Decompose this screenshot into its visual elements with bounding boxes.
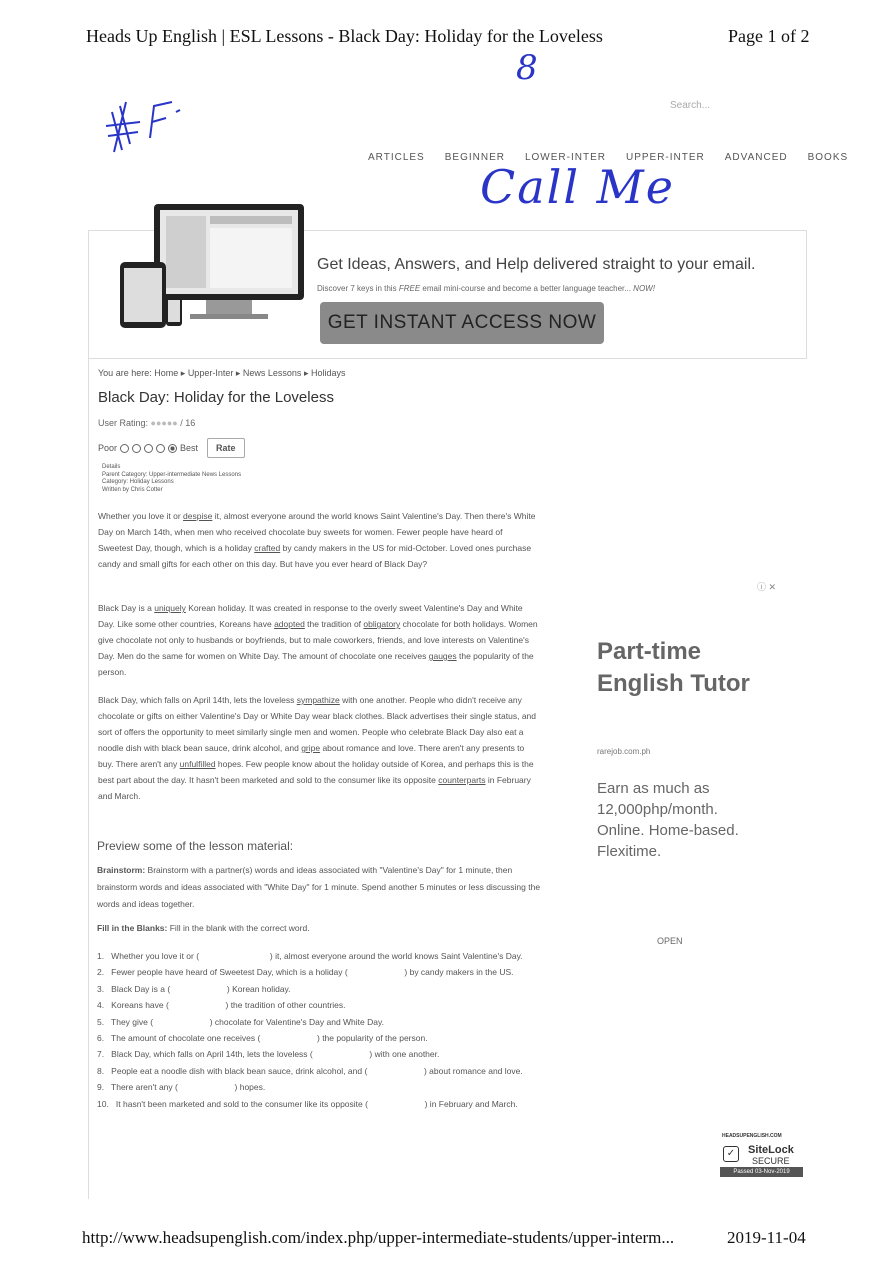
ad-domain: rarejob.com.ph: [597, 747, 651, 756]
nav-lower-inter[interactable]: LOWER-INTER: [524, 152, 606, 163]
brainstorm-text: Brainstorm with a partner(s) words and ideas associated with "Valentine's Day" for 1 minute, then brainstorm words and ideas associated with "White Day" for 1 minute. Spend another 5 minutes or less discussing the words and ideas together.: [97, 865, 541, 909]
print-footer-date: 2019-11-04: [727, 1228, 806, 1247]
ad-choices-close-icon[interactable]: ⓘ ✕: [757, 582, 777, 592]
banner-sub-free: FREE: [398, 284, 421, 293]
nav-advanced[interactable]: ADVANCED: [724, 152, 788, 163]
ad-body: Earn as much as 12,000php/month. Online. Home-based. Flexitime.: [597, 780, 739, 860]
breadcrumb-separator-icon: ▸: [235, 368, 241, 378]
blank-item: 2. Fewer people have heard of Sweetest Day, which is a holiday ( ) by candy makers in the US.: [97, 967, 514, 978]
details-author: Written by Chris Cotter: [102, 486, 163, 493]
rate-poor-label: Poor: [98, 443, 118, 453]
user-rating: [98, 418, 195, 428]
handwritten-scribble: [100, 92, 190, 162]
fill-in-blanks-instructions: [97, 923, 310, 933]
preview-heading: Preview some of the lesson material:: [97, 839, 294, 853]
vocab-counterparts[interactable]: counterparts: [438, 775, 486, 785]
article-paragraph-1: Whether you love it or despise it, almost everyone around the world knows Saint Valentine's Day. Then there's White Day on March 14th, when men who received chocolate buy sweets for women. Fewer people have heard of Sweetest Day, though, which is a holiday crafted by candy makers in the US for mid-October. Loved ones purchase candy and small gifts for each other on this day. But have you ever heard of Black Day?: [98, 511, 536, 569]
blank-item: 3. Black Day is a ( ) Korean holiday.: [97, 983, 291, 994]
rating-count: / 16: [180, 418, 196, 428]
breadcrumb-upper-inter[interactable]: Upper-Inter: [187, 368, 234, 378]
article-details: [102, 464, 241, 494]
banner-headline: Get Ideas, Answers, and Help delivered straight to your email.: [317, 256, 756, 273]
banner-sub-prefix: Discover 7 keys in this: [317, 284, 399, 293]
print-header-title: Heads Up English | ESL Lessons - Black Day: Holiday for the Loveless: [86, 26, 603, 46]
breadcrumb-news-lessons[interactable]: News Lessons: [242, 368, 302, 378]
rating-stars-icon: ●●●●●: [150, 418, 178, 428]
sitelock-brand: SiteLock: [748, 1144, 794, 1156]
blank-item: 10. It hasn't been marketed and sold to the consumer like its opposite ( ) in February and March.: [97, 1098, 518, 1109]
article-title: Black Day: Holiday for the Loveless: [98, 389, 334, 406]
handwritten-number: 8: [516, 48, 538, 88]
vocab-gripe[interactable]: gripe: [301, 743, 321, 753]
brainstorm-label: Brainstorm:: [97, 865, 146, 875]
nav-books[interactable]: BOOKS: [807, 152, 849, 163]
blank-item: 7. Black Day, which falls on April 14th, lets the loveless ( ) with one another.: [97, 1049, 440, 1060]
blank-item: 8. People eat a noodle dish with black bean sauce, drink alcohol, and ( ) about romance and love.: [97, 1065, 523, 1076]
details-category: Category: Holiday Lessons: [102, 479, 174, 485]
blank-item: 5. They give ( ) chocolate for Valentine's Day and White Day.: [97, 1016, 384, 1027]
sitelock-domain: HEADSUPENGLISH.COM: [722, 1133, 782, 1139]
search-input[interactable]: Search...: [670, 100, 711, 111]
vocab-obligatory[interactable]: obligatory: [363, 619, 401, 629]
rating-radio-5[interactable]: [168, 444, 177, 453]
nav-beginner[interactable]: BEGINNER: [444, 152, 505, 163]
devices-illustration: [110, 196, 310, 336]
sitelock-passed: Passed 03-Nov-2019: [720, 1167, 803, 1177]
rate-best-label: Best: [180, 443, 199, 453]
banner-sub-suffix: email mini-course and become a better language teacher...: [420, 284, 634, 293]
article-paragraph-2: Black Day is a uniquely Korean holiday. It was created in response to the overly sweet Valentine's Day and White Day. Like some other countries, Koreans have adopted the tradition of obligatory chocolate for both holidays. Women give chocolate not only to husbands or boyfriends, but to male coworkers, friends, and love interests on Valentine's Day. Men do the same for women on White Day. The amount of chocolate one receives gauges the popularity of the person.: [98, 603, 538, 677]
fill-in-blanks-text: Fill in the blank with the correct word.: [167, 923, 310, 933]
details-parent-category: Parent Category: Upper-intermediate News Lessons: [102, 471, 242, 478]
nav-upper-inter[interactable]: UPPER-INTER: [625, 152, 705, 163]
vocab-crafted[interactable]: crafted: [254, 543, 281, 553]
rating-radio-1[interactable]: [120, 444, 129, 453]
blank-item: 9. There aren't any ( ) hopes.: [97, 1082, 266, 1093]
breadcrumb-holidays: Holidays: [311, 368, 346, 378]
banner-sub-now: NOW!: [633, 284, 655, 293]
vocab-gauges[interactable]: gauges: [428, 651, 457, 661]
main-nav: [368, 152, 848, 163]
ad-title[interactable]: Part-time English Tutor: [597, 638, 750, 697]
breadcrumb-separator-icon: ▸: [180, 368, 186, 378]
rating-form: [98, 438, 245, 458]
user-rating-label: User Rating:: [98, 418, 149, 428]
print-page-number: Page 1 of 2: [728, 26, 810, 46]
details-heading: Details: [102, 464, 121, 470]
rating-radio-2[interactable]: [132, 444, 141, 453]
vocab-unfulfilled[interactable]: unfulfilled: [179, 759, 216, 769]
fill-in-blanks-label: Fill in the Blanks:: [97, 923, 168, 933]
rating-radio-3[interactable]: [144, 444, 153, 453]
vocab-sympathize[interactable]: sympathize: [296, 695, 340, 705]
handwritten-note: Call Me: [480, 160, 675, 214]
vocab-despise[interactable]: despise: [183, 511, 213, 521]
sitelock-badge[interactable]: [720, 1142, 803, 1178]
blank-item: 1. Whether you love it or ( ) it, almost everyone around the world knows Saint Valentine's Day.: [97, 951, 523, 961]
sitelock-secure: SECURE: [752, 1156, 790, 1166]
breadcrumb-separator-icon: ▸: [303, 368, 309, 378]
ad-open-button[interactable]: OPEN: [657, 936, 683, 946]
print-footer-url: http://www.headsupenglish.com/index.php/upper-intermediate-students/upper-interm...: [82, 1228, 675, 1247]
blank-item: 4. Koreans have ( ) the tradition of other countries.: [97, 1000, 346, 1011]
article-paragraph-3: Black Day, which falls on April 14th, lets the loveless sympathize with one another. People who didn't receive any chocolate or gifts on either Valentine's Day or White Day wear black clothes. Black advertises their single status, and sort of offers the opportunity to meet similarly single men and women. People who celebrate Black Day also eat a noodle dish with black bean sauce, drink alcohol, and gripe about romance and love. There aren't any presents to buy. There aren't any unfulfilled hopes. Few people know about the holiday outside of Korea, and perhaps this is the best part about the day. It hasn't been marketed and sold to the consumer like its opposite counterparts in February and March.: [98, 695, 537, 801]
rate-button[interactable]: Rate: [207, 438, 245, 458]
brainstorm-section: [97, 862, 547, 913]
rating-radio-4[interactable]: [156, 444, 165, 453]
vocab-adopted[interactable]: adopted: [274, 619, 305, 629]
nav-articles[interactable]: ARTICLES: [368, 152, 425, 163]
get-instant-access-button[interactable]: GET INSTANT ACCESS NOW: [320, 302, 604, 344]
checkmark-lock-icon: ✓: [723, 1146, 739, 1162]
blank-item: 6. The amount of chocolate one receives ( ) the popularity of the person.: [97, 1033, 428, 1044]
vocab-uniquely[interactable]: uniquely: [154, 603, 186, 613]
breadcrumb-prefix: You are here:: [98, 368, 152, 378]
banner-subtext: [317, 284, 655, 293]
breadcrumb: [98, 368, 346, 379]
breadcrumb-home[interactable]: Home: [154, 368, 179, 378]
fill-in-blanks-list: [97, 948, 527, 1112]
